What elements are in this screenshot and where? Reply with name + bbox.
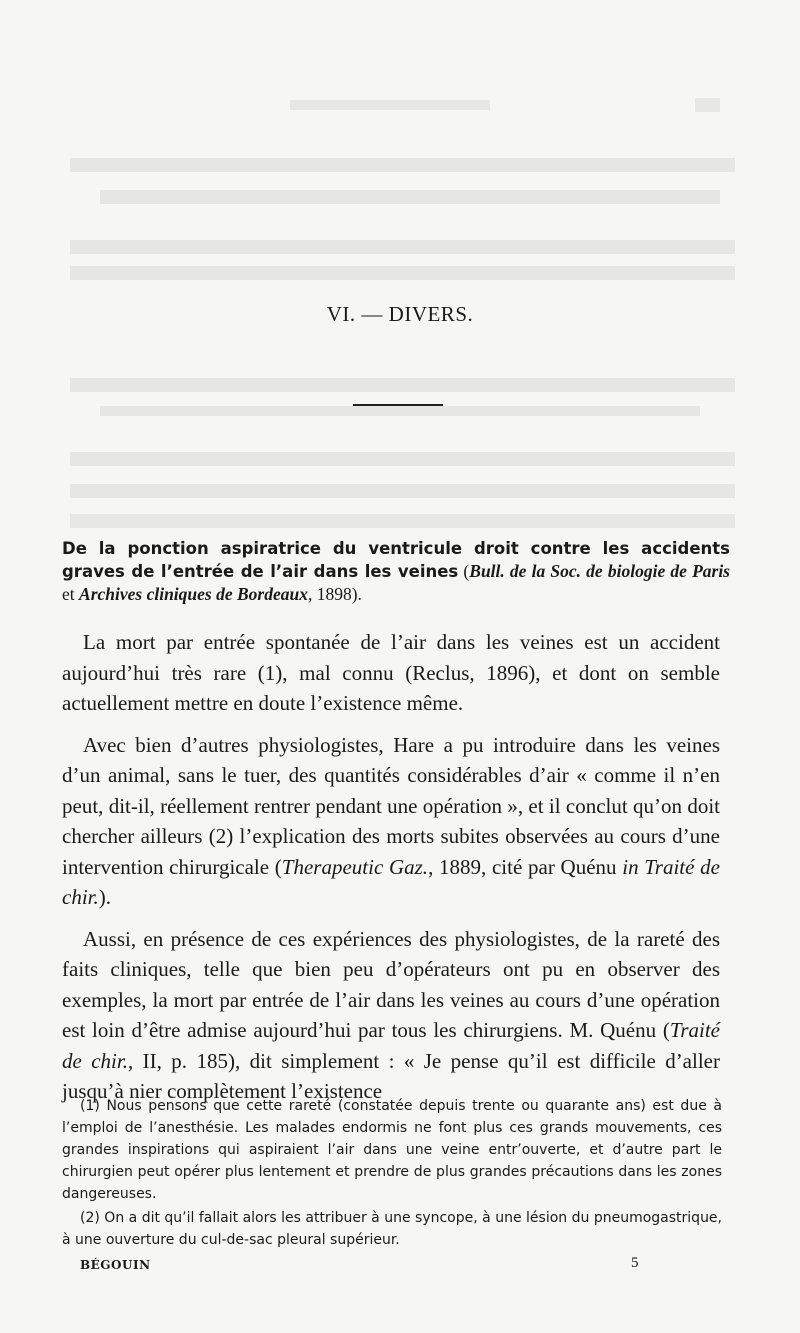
signature-number: 5 xyxy=(631,1255,639,1271)
article-ref-journal-2: Archives cliniques de Bordeaux xyxy=(79,584,308,604)
article-ref-year: , 1898). xyxy=(307,584,362,604)
footnote-2: (2) On a dit qu’il fallait alors les attribuer à une syncope, à une lésion du pneumogastrique, à une ouverture du cul-de-sac pleural supérieur. xyxy=(62,1210,722,1248)
article-ref-open: ( xyxy=(458,561,470,581)
footnote-1: (1) Nous pensons que cette rareté (constatée depuis trente ou quarante ans) est due à l’emploi de l’anesthésie. Les malades endormis ne font plus ces grands mouvements, ces grandes inspirations qui aspiraient l’air dans une veine entr’ouverte, et d’autre part le chirurgien peut opérer plus lentement et prendre de plus grandes précautions dans les zones dangereuses. xyxy=(62,1098,722,1202)
article-heading xyxy=(62,537,730,606)
paragraph-2-reference: in Traité de chir. xyxy=(62,854,720,909)
paragraph-2-journal: Therapeutic Gaz. xyxy=(281,854,429,879)
section-divider xyxy=(353,404,443,406)
paragraph-1: La mort par entrée spontanée de l’air dans les veines est un accident aujourd’hui très rare (1), mal connu (Reclus, 1896), et dont on semble actuellement mettre en doute l’existence même. xyxy=(62,630,720,715)
article-ref-journal-1: Bull. de la Soc. de biologie de Paris xyxy=(469,561,730,581)
paragraph-3 xyxy=(62,924,720,1107)
paragraph-3-text-a: Aussi, en présence de ces expériences des physiologistes, de la rareté des faits cliniques, telle que bien peu d’opérateurs ont pu en observer des exemples, la mort par entrée de l’air dans les veines au cours d’une opération est loin d’être admise aujourd’hui par tous les chirurgiens. M. Quénu ( xyxy=(62,926,720,1042)
paragraph-3-reference: Traité de chir. xyxy=(62,1018,720,1073)
printer-signature: BÉGOUIN xyxy=(80,1258,151,1272)
article-title: De la ponction aspiratrice du ventricule droit contre les accidents graves de l’entrée de l’air dans les veines xyxy=(62,539,730,581)
footnotes xyxy=(62,1095,722,1253)
paragraph-3-text-b: , II, p. 185), dit simplement : « Je pense qu’il est difficile d’aller jusqu’à nier complètement l’existence xyxy=(62,1048,720,1103)
article-ref-and: et xyxy=(62,584,80,604)
article-body xyxy=(62,627,720,1118)
section-title: VI. — DIVERS. xyxy=(326,302,474,326)
paragraph-2-text-b: , 1889, cité par Quénu xyxy=(428,854,623,879)
paragraph-2 xyxy=(62,730,720,913)
paragraph-2-text-c: ). xyxy=(98,885,111,909)
paragraph-2-text-a: Avec bien d’autres physiologistes, Hare a pu introduire dans les veines d’un animal, sans le tuer, des quantités considérables d’air « comme il n’en peut, dit-il, réellement rentrer pendant une opération », et il conclut qu’on doit chercher ailleurs (2) l’explication des morts subites observées au cours d’une intervention chirurgicale ( xyxy=(62,732,720,879)
